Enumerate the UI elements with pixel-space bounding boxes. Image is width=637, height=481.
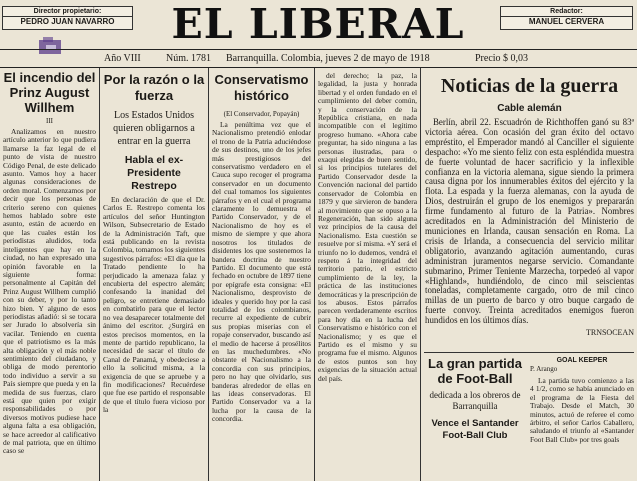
article-headline: La gran partida de Foot-Ball [428, 356, 522, 386]
issue-price: Precio $ 0,03 [475, 53, 529, 64]
article-incendio [3, 70, 96, 481]
goalkeeper-name: P. Arango [530, 365, 558, 373]
article-body: Berlín, abril 22. Escuadrón de Richthoffen ganó su 83ª victoria aérea. Con ocasión del gran éxito del octavo empréstito, el Emperador mandó al Canciller el siguiente despacho: «Yo me siento feliz con esta espléndida muestra de fuerte voluntad de hacer sacrificio y la inflexible confianza en la victoria alemana, sigue siendo la primera causa digna por los innumerables éxitos del ejército y la flota. La espada y la fuerza alemanas, con la ayuda de Dios, destruirán el grupo de los enemigos y prepararán firme fundamento al futuro de la Patria». Nombres acreditados en la Administración del Ministerio de municiones en Irlanda, causan sensación en Roma. La crisis de Irlanda, a consecuencia del servicio militar obligatorio, avanzando agitación aumentando, curas administran juramentos negarse servicio. Comandante submarino, Primer Teniente Marzecha, torpedeó al vapor «Highland», hundiéndolo, de cinco mil seiscientas toneladas, completamente cargado, otro de mil cinco millas de un puerto de barco y otro buque cargado de fuerte convoy. Treinta acreditados enemigos fueron hundidos en los últimos días. [425, 117, 634, 326]
article-signature: TRNSOCEAN [585, 328, 634, 338]
article-source: (El Conservador, Popayán) [223, 110, 300, 118]
column-divider [420, 68, 421, 481]
column-divider [314, 68, 315, 481]
article-headline: Por la razón o la fuerza [103, 72, 205, 103]
masthead-title: EL LIBERAL [171, 0, 465, 48]
article-war-news [425, 74, 634, 350]
article-football-body [530, 356, 634, 481]
article-body: del derecho; la paz, la legalidad, la justa y honrada libertad y el orden fundado en el cumplimiento del deber común, y la conservación de la República cristiana, en nada incompatible con el legítimo progreso humano. «Ahora cabe preguntar, ha sido ninguna a las personas ilustradas, para o exaqui elegidas de buen sentido, si los principios tutelares del Partido Conservador desde la Convención nacional del partido conservador de Colombia en 1879 y que sirvieron de bandera al movimiento que se opuso a la Regeneración, han sido alguna vez principios de la causa del Nacionalismo. Esta cuestión se resuelve por sí misma. «Y será el triunfo no lo dudemos, vendrá el respeto á la integridad del territorio patrio, el estricto cumplimiento de la ley, la práctica de las instituciones democráticas y la prescripción de los abusos. Estos párrafos parecen verdaderamente escritos para hoy día en la lucha del Conservatismo e histórico con el Nacionalismo; y es que el Partido es el mismo y su programa fue el mismo. Algunos de estos puntos son hoy exigencias de la situación actual del país. [318, 72, 417, 383]
article-section-number: III [46, 117, 53, 125]
article-razon-fuerza [103, 72, 205, 481]
article-conservatismo [212, 72, 311, 481]
issue-info-bar [0, 49, 637, 68]
issue-place-date: Barranquilla. Colombia, jueves 2 de mayo de 1918 [226, 53, 430, 64]
redactor-name: MANUEL CERVERA [501, 16, 632, 27]
article-headline: Conservatismo histórico [214, 72, 309, 103]
article-kicker: Habla el ex-Presidente Restrepo [124, 154, 184, 192]
article-headline: Noticias de la guerra [440, 75, 619, 97]
article-subheadline: Los Estados Unidos quieren obligarnos a entrar en la guerra [113, 110, 195, 147]
redactor-label: Redactor: [550, 8, 583, 15]
article-body: La partida tuvo comienzo a las 4 1/2, como se había anunciado en el programa de la Fiesta del Trabajo. Desde el Match, 30 minutos, actuó de referee el como árbitro, el señor Carlos Caballero, saludando el triunfo al «Santander Foot Ball Club» por tres goals [530, 376, 634, 444]
article-kicker: Vence el Santander Foot-Ball Club [431, 418, 519, 441]
director-box [2, 6, 133, 30]
article-football-headings [425, 356, 525, 481]
article-subheadline: Cable alemán [497, 103, 562, 114]
article-headline: El incendio del Prinz August Willhem [3, 70, 96, 115]
redactor-box [500, 6, 633, 30]
article-body: Analizamos en nuestro artículo anterior lo que pudiera llamarse la faz legal de el punto de vista de nuestro Código Penal, de este delicado asunto. Vamos hoy a hacer algunas consideraciones de orden moral. Comenzamos por decir que los personas de criterio sereno con quienes hemos hablado sobre este asunto, están de acuerdo en que las cuales están los periodistas aludidos, toda inteligentes que hay en la ciudad, no han expresado una opinión favorable en la siguiente forma: personalmente al Capitán del Prinz August Willhem cumplió con su deber, y por lo tanto hizo bien. Y alguno de esos periodistas añadió: si se tocara ser Jurado lo absolvería sin vacilar. Teniendo en cuenta que el patriotismo es la más alta obligación y el más noble sentimiento del ciudadano, y obliga de modo perentorio todo individuo a servir a su País siempre que pueda y en la medida de sus fuerzas, claro está que quien por exigir responsabilidades o por diversos motivos pudiese hace alguna falta a esa obligación, se hace acreedor al calificativo de mal patriota, que en último caso se [3, 127, 96, 456]
article-subheadline: dedicada a los obreros de Barranquilla [429, 390, 521, 411]
goalkeeper-label: GOAL KEEPER [556, 357, 608, 364]
issue-number: Núm. 1781 [166, 53, 211, 64]
column-divider [208, 68, 209, 481]
director-name: PEDRO JUAN NAVARRO [3, 16, 132, 27]
article-body: En declaración de que el Dr. Carlos E. Restrepo comenta los artículos del señor Huntington Wilson, Subsecretario de Estado de la Administración Taft, que está publicando en la revista Colombia, tomamos los siguientes sugestivos párrafos: «El día que la Tratado pendiente lo ha perjudicado la amenaza falaz y encubierta del espectro alemán; confesando la inanidad del peligro, se entretiene demasiado en combatirlo para que el lector no vea desaparecer totalmente del ánimo del escritor. ¿Surgirá en estos precisos momentos, en la mente de partido republicano, la necesidad de sacar el título de Canal de Panamá, y obedeciese a ello la solicitud misma, a la exigencia de que se apruebe y a fin modificaciones? Recuérdese que fue ese partido el responsable de que el título fuera vicioso por la [103, 195, 205, 415]
section-divider [424, 352, 634, 353]
article-conservatismo-continued [318, 72, 417, 481]
director-label: Director propietario: [33, 8, 102, 15]
column-divider [99, 68, 100, 481]
issue-year: Año VIII [104, 53, 141, 64]
article-body: La penúltima vez que el Nacionalismo pretendió enlodar el trono de la Patria aduciéndose de sus destinos, uno de los jefes más prestigiosos del conservatismo verdadero en el Cauca supo recoger el programa conservador en un documento del cual tomamos los siguientes párrafos y en el cual el programa claramente lo demuestra el Partido Conservador, y de el Nacionalismo de hoy es el mismo de siempre y que ahora nosotros los titulados de disidentes los que sostenemos la bandera doctrina de nuestro Partido. El documento que está fechado en octubre de 1897 tiene por epígrafe esta consigna: «El Nacionalismo, desprovisto de ideales y querido hoy por la casi totalidad de los colombianos, recurre al expediente de cubrir sus propias miserias con el ropaje conservador, buscando así el medio de hacerse á prosélitos en las muchedumbres. «No obstante el Nacionalismo a la concordia con sus principios, pero no hay que olvidarlo, sus banderas alrededor de ellas en las ideas conservadoras. El Partido Conservador va a la lucha por la causa de la concordia. [212, 120, 311, 424]
